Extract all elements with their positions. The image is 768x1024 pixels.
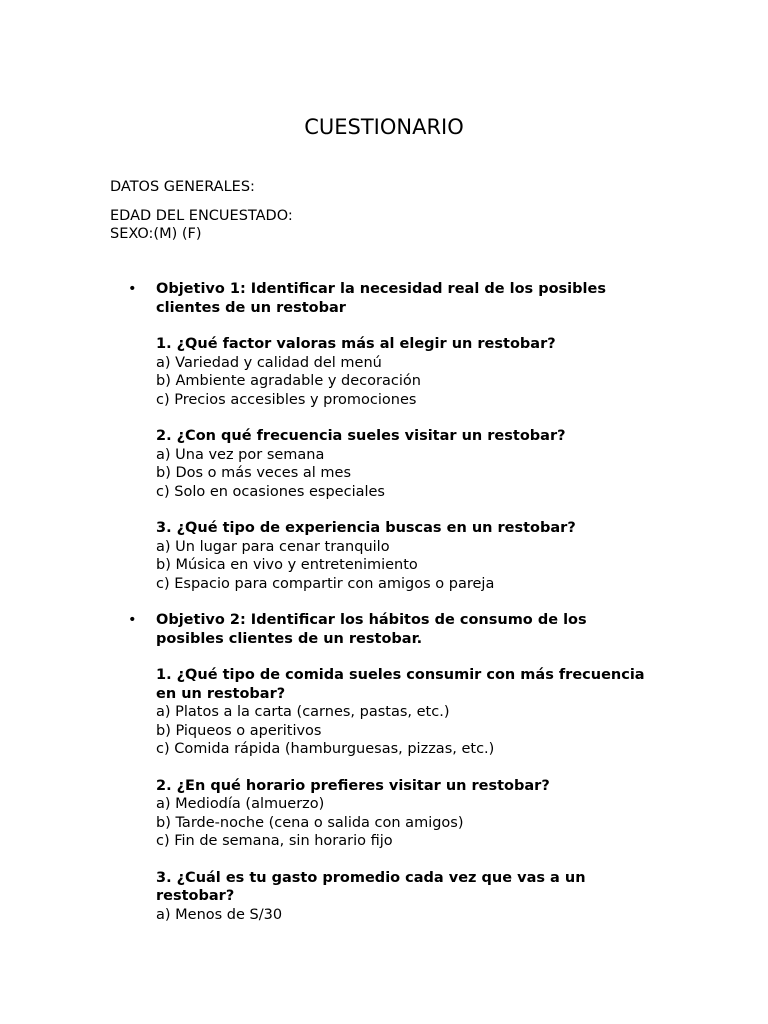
- answer-option: a) Mediodía (almuerzo): [156, 796, 325, 812]
- question-item: [156, 335, 646, 409]
- question-item: [156, 519, 646, 593]
- answer-option: c) Solo en ocasiones especiales: [156, 483, 385, 500]
- question-item: [156, 666, 646, 759]
- question-text: 2. ¿Con qué frecuencia sueles visitar un restobar?: [156, 428, 566, 444]
- answer-option: b) Dos o más veces al mes: [156, 465, 352, 481]
- answer-option: c) Espacio para compartir con amigos o pareja: [156, 575, 495, 592]
- question-text: 1. ¿Qué factor valoras más al elegir un restobar?: [156, 336, 556, 352]
- question-text: 2. ¿En qué horario prefieres visitar un restobar?: [156, 777, 550, 794]
- answer-option: b) Ambiente agradable y decoración: [156, 373, 421, 389]
- question-item: [156, 777, 646, 851]
- general-data-heading: DATOS GENERALES:: [110, 179, 255, 195]
- objective-item: [0, 280, 646, 593]
- document-title: CUESTIONARIO: [304, 115, 464, 139]
- answer-option: a) Platos a la carta (carnes, pastas, etc.): [156, 704, 450, 720]
- answer-option: c) Comida rápida (hamburguesas, pizzas, etc.): [156, 741, 495, 757]
- objectives-list: [0, 280, 768, 942]
- answer-option: b) Tarde-noche (cena o salida con amigos): [156, 814, 464, 831]
- answer-option: a) Menos de S/30: [156, 906, 283, 923]
- answer-option: a) Variedad y calidad del menú: [156, 354, 382, 371]
- answer-option: b) Piqueos o aperitivos: [156, 722, 322, 739]
- answer-option: a) Un lugar para cenar tranquilo: [156, 538, 390, 555]
- answer-option: b) Música en vivo y entretenimiento: [156, 557, 418, 573]
- bullet-icon: •: [128, 612, 137, 628]
- question-item: [156, 427, 646, 501]
- answer-option: c) Precios accesibles y promociones: [156, 391, 417, 408]
- question-text: 3. ¿Qué tipo de experiencia buscas en un restobar?: [156, 520, 576, 536]
- objective-item: [0, 611, 646, 924]
- question-text: 3. ¿Cuál es tu gasto promedio cada vez que vas a un restobar?: [156, 869, 586, 904]
- answer-option: c) Fin de semana, sin horario fijo: [156, 833, 393, 849]
- age-field-label: EDAD DEL ENCUESTADO:: [110, 207, 293, 224]
- objective-title: Objetivo 2: Identificar los hábitos de consumo de los posibles clientes de un restobar.: [156, 612, 587, 647]
- spacer: [110, 197, 293, 207]
- bullet-icon: •: [128, 281, 137, 297]
- question-text: 1. ¿Qué tipo de comida sueles consumir con más frecuencia en un restobar?: [156, 667, 645, 702]
- general-data-section: [110, 178, 293, 244]
- sex-field-label: SEXO:(M) (F): [110, 226, 202, 242]
- objective-title: Objetivo 1: Identificar la necesidad real de los posibles clientes de un restobar: [156, 281, 606, 316]
- question-item: [156, 869, 646, 925]
- answer-option: a) Una vez por semana: [156, 446, 325, 463]
